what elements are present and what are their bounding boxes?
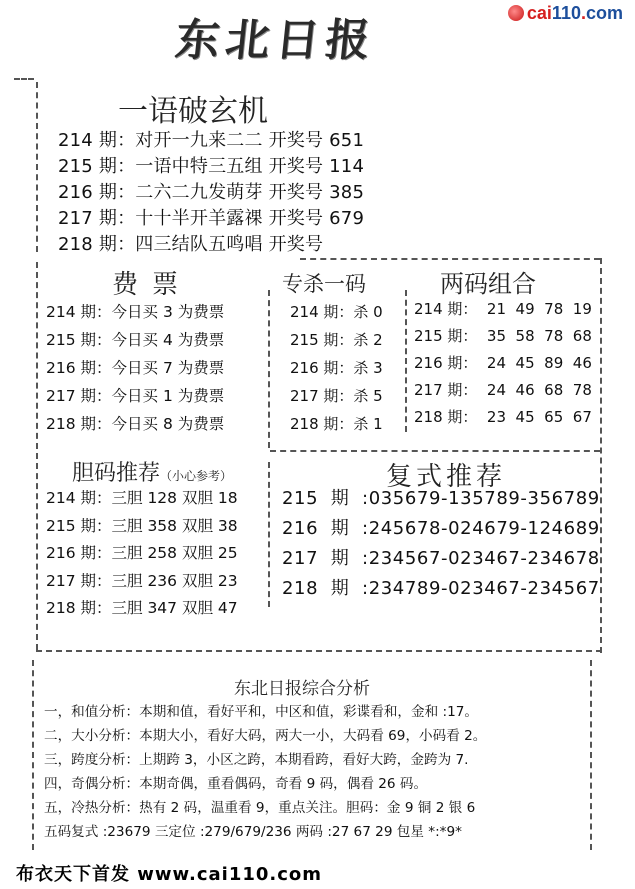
fushi-row: 216 期 :245678-024679-124689 [282,518,600,539]
frame-line [36,262,38,650]
zhuansha-row: 216 期：杀 3 [290,359,383,377]
fushi-row: 218 期 :234789-023467-234567 [282,578,600,599]
zhuansha-row: 217 期：杀 5 [290,387,383,405]
danma-title: 胆码推荐（小心参考） [72,461,233,486]
yiyu-row: 215 期：一语中特三五组 开奖号 114 [58,156,365,177]
zhuansha-title: 专杀一码 [282,272,366,296]
yiyu-row: 217 期：十十半开羊露祼 开奖号 679 [58,208,365,229]
liangma-row: 217 期： 24 46 68 78 [414,381,592,399]
fushi-row: 215 期 :035679-135789-356789 [282,488,600,509]
danma-row: 215 期：三胆 358 双胆 38 [46,516,238,535]
liangma-row: 216 期： 24 45 89 46 [414,354,592,372]
frame-line [32,660,34,850]
danma-note: （小心参考） [160,469,233,483]
zhuansha-row: 218 期：杀 1 [290,415,383,433]
analysis-row: 二，大小分析：本期大小，看好大码，两大一小，大码看 69，小码看 2。 [44,728,487,744]
liangma-row: 215 期： 35 58 78 68 [414,327,592,345]
frame-line [405,290,407,432]
frame-line [268,290,270,448]
fushi-row: 217 期 :234567-023467-234678 [282,548,600,569]
analysis-row: 四，奇偶分析：本期奇偶，重看偶码，奇看 9 码，偶看 26 码。 [44,776,428,792]
logo-ball-icon [508,5,524,21]
danma-row: 216 期：三胆 258 双胆 25 [46,544,238,562]
zhuansha-row: 215 期：杀 2 [290,331,383,349]
liangma-title: 两码组合 [440,270,536,298]
analysis-row: 五，冷热分析：热有 2 码，温重看 9，重点关注。胆码：金 9 铜 2 银 6 [44,800,476,816]
masthead-title: 东北日报 [172,15,379,66]
yiyu-row: 214 期：对开一九来二二 开奖号 651 [58,130,365,151]
fushi-title: 复式推荐 [386,462,507,492]
feipiao-row: 216 期：今日买 7 为费票 [46,359,225,377]
footer-credit[interactable]: 布衣天下首发 www.cai110.com [0,860,635,889]
frame-line [590,660,592,850]
analysis-row: 五码复式 :23679 三定位 :279/679/236 两码 :27 67 29 包星 *:*9* [44,824,462,840]
liangma-row: 214 期： 21 49 78 19 [414,300,592,318]
danma-list [46,486,238,624]
frame-line [270,450,600,452]
feipiao-row: 218 期：今日买 8 为费票 [46,415,225,433]
frame-line [36,650,602,652]
analysis-row: 一，和值分析：本期和值，看好平和，中区和值，彩谍看和，金和 :17。 [44,704,479,720]
danma-row: 214 期：三胆 128 双胆 18 [46,489,238,507]
frame-line [600,258,602,653]
site-logo[interactable]: cai110.com [508,3,623,24]
zhuansha-list [290,301,383,441]
feipiao-row: 215 期：今日买 4 为费票 [46,331,225,349]
feipiao-row: 214 期：今日买 3 为费票 [46,303,225,321]
analysis-list [44,700,486,844]
yiyu-row: 218 期：四三结队五鸣唱 开奖号 [58,234,324,255]
feipiao-title: 费票 [112,270,193,300]
yiyu-list [58,126,364,256]
feipiao-row: 217 期：今日买 1 为费票 [46,387,225,405]
liangma-list [414,298,592,433]
frame-line [300,258,600,260]
yiyu-title: 一语破玄机 [118,94,268,129]
analysis-row: 三，跨度分析：上期跨 3，小区之跨，本期看跨，看好大跨，金跨为 7. [44,752,469,768]
frame-line [268,462,270,607]
liangma-row: 218 期： 23 45 65 67 [414,408,592,426]
feipiao-list [46,300,224,440]
danma-row: 217 期：三胆 236 双胆 23 [46,571,238,590]
frame-line [36,82,38,252]
zhuansha-row: 214 期：杀 0 [290,303,383,321]
fushi-list [282,484,600,604]
frame-line [14,78,34,80]
yiyu-row: 216 期：二六二九发萌芽 开奖号 385 [58,182,365,203]
analysis-title: 东北日报综合分析 [234,679,370,699]
danma-row: 218 期：三胆 347 双胆 47 [46,599,238,617]
